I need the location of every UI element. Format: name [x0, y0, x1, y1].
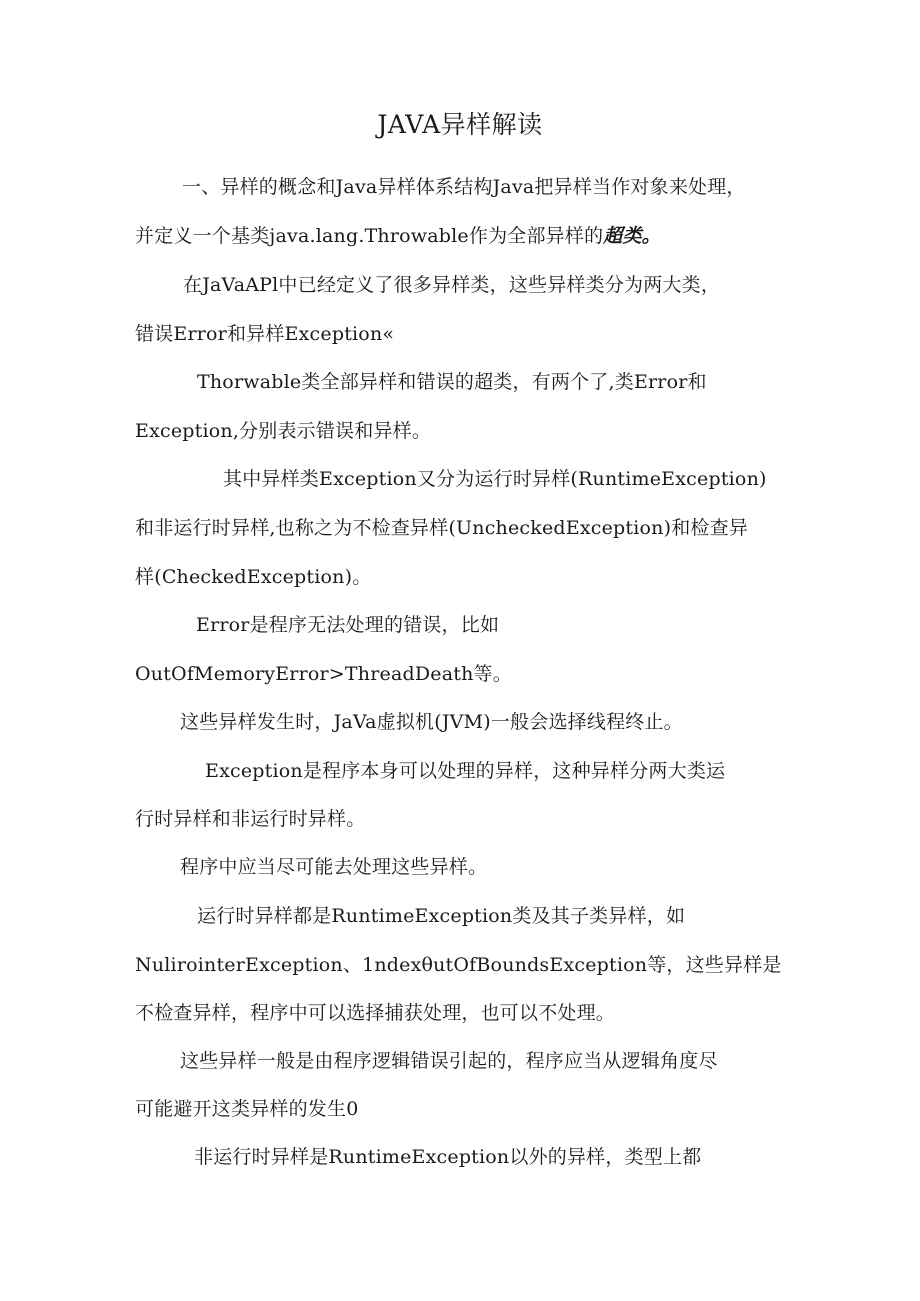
paragraph-line: 行时异样和非运行时异样。 [135, 808, 366, 830]
paragraph-line: 样(CheckedException)。 [135, 566, 372, 588]
paragraph-line: Exception,分别表示错误和异样。 [135, 420, 432, 442]
document-title: JAVA异样解读 [377, 110, 543, 139]
paragraph-line: NulirointerException、1ndexθutOfBoundsException等，这些异样是 [135, 954, 782, 976]
paragraph-line: 非运行时异样是RuntimeException以外的异样，类型上都 [194, 1146, 702, 1168]
paragraph-line: 这些异样发生时，JaVa虚拟机(JVM)一般会选择线程终止。 [180, 711, 683, 733]
paragraph-text: 并定义一个基类java.lang.Throwable作为全部异样的 [135, 225, 604, 247]
paragraph-line: Error是程序无法处理的错误，比如 [196, 614, 500, 636]
paragraph-line: OutOfMemoryError>ThreadDeath等。 [135, 663, 512, 685]
paragraph-line: 可能避开这类异样的发生0 [135, 1098, 359, 1120]
paragraph-line [135, 221, 661, 251]
paragraph-line: 在JaVaAPl中已经定义了很多异样类，这些异样类分为两大类， [183, 274, 721, 296]
paragraph-line: Thorwable类全部异样和错误的超类，有两个了,类Error和 [197, 371, 707, 393]
paragraph-line: 其中异样类Exception又分为运行时异样(RuntimeException) [223, 468, 767, 490]
paragraph-line: 和非运行时异样,也称之为不检查异样(UncheckedException)和检查异 [135, 517, 749, 539]
paragraph-line: Exception是程序本身可以处理的异样，这种异样分两大类运 [205, 760, 726, 782]
paragraph-line: 不检查异样，程序中可以选择捕获处理，也可以不处理。 [135, 1002, 616, 1024]
paragraph-line: 一、异样的概念和Java异样体系结构Java把异样当作对象来处理， [182, 176, 746, 198]
paragraph-line: 程序中应当尽可能去处理这些异样。 [180, 856, 488, 878]
paragraph-line: 运行时异样都是RuntimeException类及其子类异样，如 [197, 905, 686, 927]
paragraph-line: 这些异样一般是由程序逻辑错误引起的，程序应当从逻辑角度尽 [180, 1050, 718, 1072]
emphasized-term: 超类。 [603, 225, 661, 247]
paragraph-line: 错误Error和异样Exception« [135, 323, 395, 345]
